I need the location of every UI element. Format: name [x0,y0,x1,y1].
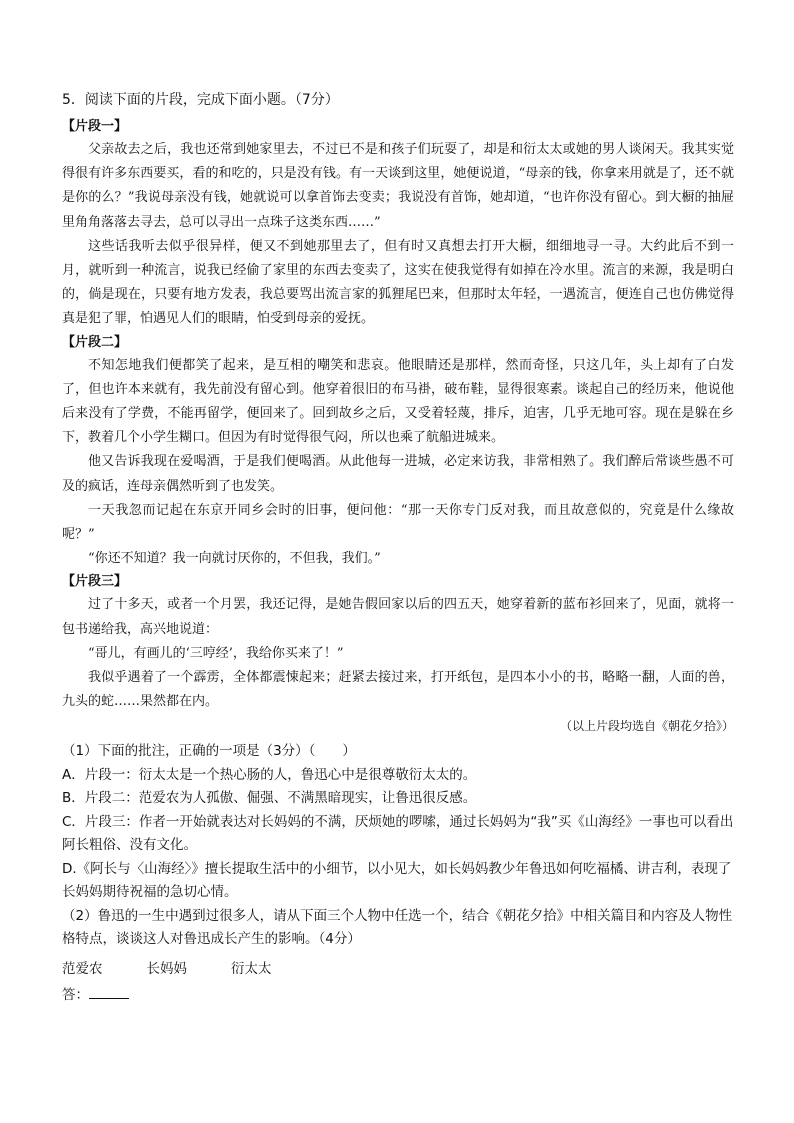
option-d: D.《阿长与〈山海经〉》擅长提取生活中的小细节，以小见大，如长妈妈教少年鲁迅如何吃福橘、讲吉利，表现了长妈妈期待祝福的急切心情。 [62,860,732,901]
character-fan-ainong: 范爱农 [62,960,103,977]
excerpt-2-paragraph-2: 他又告诉我现在爱喝酒，于是我们便喝酒。从此他每一进城，必定来访我，非常相熟了。我们醉后常谈些愚不可及的疯话，连母亲偶然听到了也发笑。 [62,454,734,494]
option-a: A．片段一：衍太太是一个热心肠的人，鲁迅心中是很尊敬衍太太的。 [62,766,477,783]
document-page [62,82,734,1008]
excerpt-2-label: 【片段二】 [62,334,128,350]
excerpt-2-paragraph-3: 一天我忽而记起在东京开同乡会时的旧事，便问他：“那一天你专门反对我，而且故意似的，究竟是什么缘故呢？” [62,502,734,543]
answer-blank[interactable] [89,984,129,999]
character-chang-mama: 长妈妈 [146,960,187,977]
sub-question-1-stem: （1）下面的批注，正确的一项是（3分）（ ） [62,743,356,760]
answer-line [62,982,734,1008]
character-yan-taitai: 衍太太 [231,960,272,977]
excerpt-3-label: 【片段三】 [62,574,128,590]
excerpt-2-paragraph-1: 不知怎地我们便都笑了起来，是互相的嘲笑和悲哀。他眼睛还是那样，然而奇怪，只这几年，头上却有了白发了，但也许本来就有，我先前没有留心到。他穿着很旧的布马褂，破布鞋，显得很寒素。谈起自己的经历来，他说他后来没有了学费，不能再留学，便回来了。回到故乡之后，又受着轻蔑，排斥，迫害，几乎无地可容。现在是躲在乡下，教着几个小学生糊口。但因为有时觉得很气闷，所以也乘了航船进城来。 [62,357,734,446]
excerpt-3-paragraph-3: 我似乎遇着了一个霹雳，全体都震悚起来；赶紧去接过来，打开纸包，是四本小小的书，略略一翻，人面的兽，九头的蛇……果然都在内。 [62,670,734,710]
excerpt-1-paragraph-1: 父亲故去之后，我也还常到她家里去，不过已不是和孩子们玩耍了，却是和衍太太或她的男人谈闲天。我其实觉得很有许多东西要买，看的和吃的，只是没有钱。有一天谈到这里，她便说道，“母亲的钱，你拿来用就是了，还不就是你的么？”我说母亲没有钱，她就说可以拿首饰去变卖；我说没有首饰，她却道，“也许你没有留心。到大橱的抽屉里角角落落去寻去，总可以寻出一点珠子这类东西……” [62,142,734,230]
excerpt-2-paragraph-4: “你还不知道？我一向就讨厌你的，不但我，我们。” [88,551,381,567]
question-title: 5．阅读下面的片段，完成下面小题。（7分） [62,92,339,108]
option-b: B．片段二：范爱农为人孤傲、倔强、不满黑暗现实，让鲁迅很反感。 [62,790,477,807]
sub-question-2-stem: （2）鲁迅的一生中遇到过很多人，请从下面三个人物中任选一个，结合《朝花夕拾》中相关篇目和内容及人物性格特点，谈谈这人对鲁迅成长产生的影响。（4分） [62,907,733,948]
excerpt-3-paragraph-2: “哥儿，有画儿的‘三哼经’，我给你买来了！” [88,645,344,661]
option-c: C．片段三：作者一开始就表达对长妈妈的不满，厌烦她的啰嗦，通过长妈妈为“我”买《山海经》一事也可以看出阿长粗俗、没有文化。 [62,813,734,854]
excerpt-source: （以上片段均选自《朝花夕拾》） [559,719,734,734]
answer-label: 答： [62,986,89,1003]
excerpt-3-paragraph-1: 过了十多天，或者一个月罢，我还记得，是她告假回家以后的四五天，她穿着新的蓝布衫回来了，见面，就将一包书递给我，高兴地说道： [62,597,734,637]
excerpt-1-paragraph-2: 这些话我听去似乎很异样，便又不到她那里去了，但有时又真想去打开大橱，细细地寻一寻。大约此后不到一月，就听到一种流言，说我已经偷了家里的东西去变卖了，这实在使我觉得有如掉在冷水里。流言的来源，我是明白的，倘是现在，只要有地方发表，我总要骂出流言家的狐狸尾巴来，但那时太年轻，一遇流言，便连自己也仿佛觉得真是犯了罪，怕遇见人们的眼睛，怕受到母亲的爱抚。 [62,238,734,327]
excerpt-1-label: 【片段一】 [62,119,128,134]
character-choices [62,956,734,982]
